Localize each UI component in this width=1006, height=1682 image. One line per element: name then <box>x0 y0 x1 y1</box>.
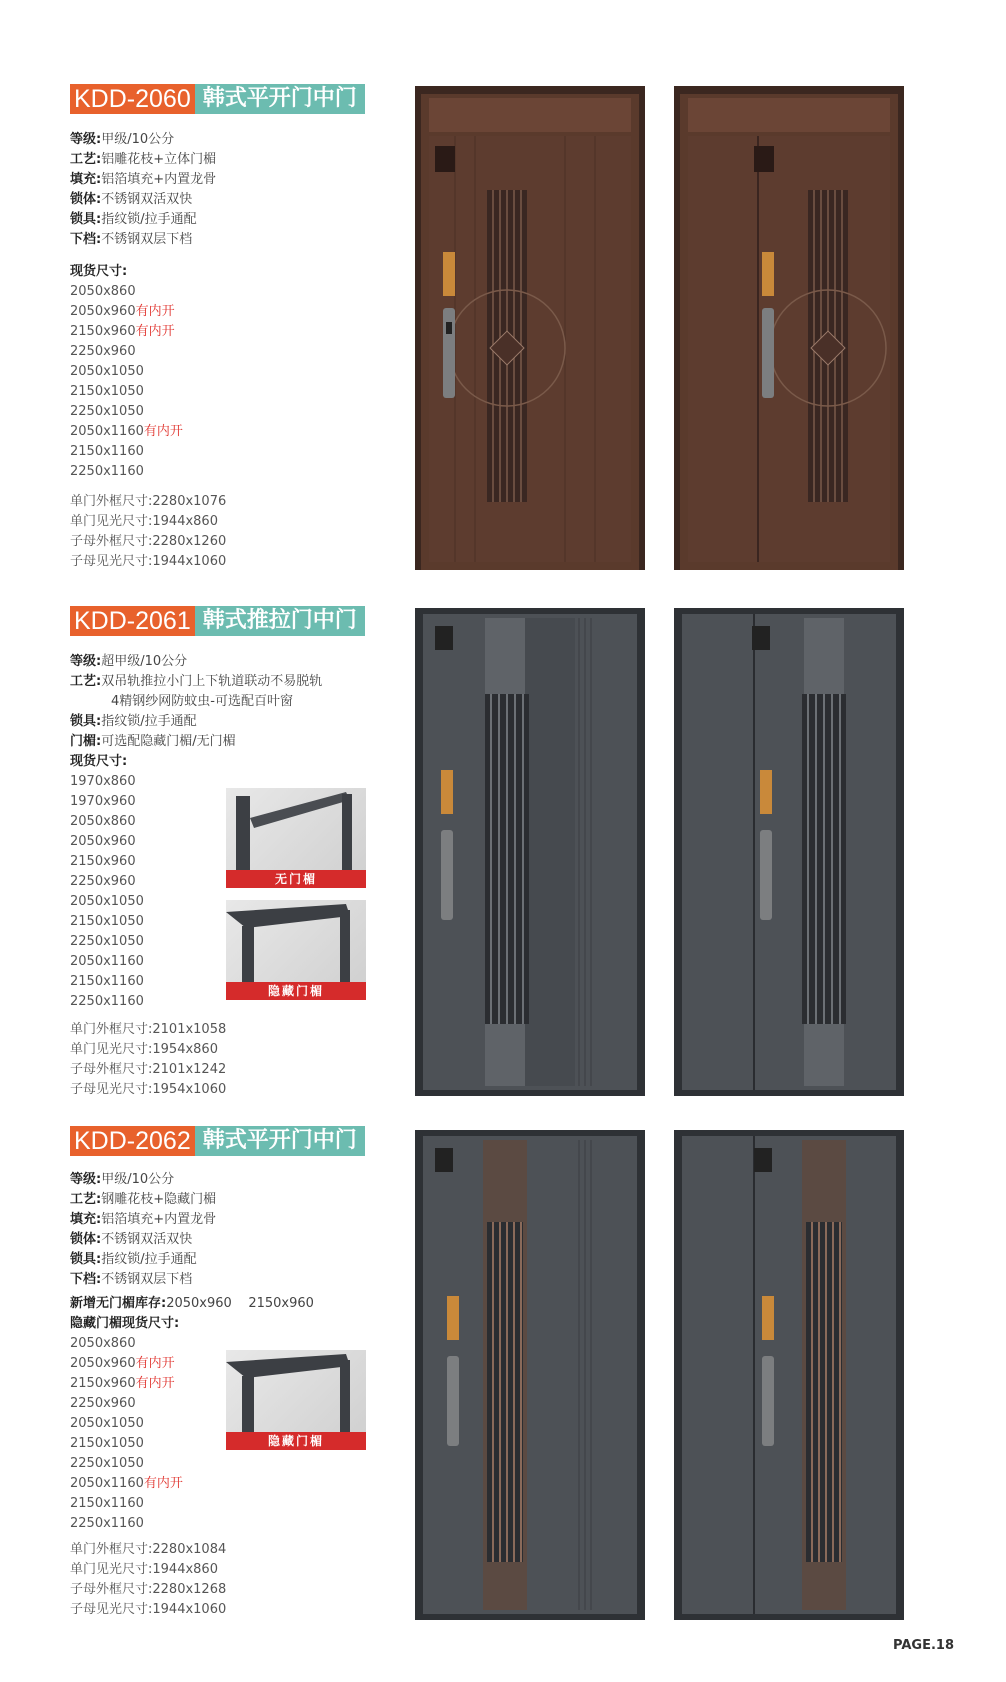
size-item: 2050x960 <box>70 834 136 849</box>
spec-row: 等级:甲级/10公分 <box>70 1172 175 1187</box>
frame-dimensions: 单门外框尺寸:2101x1058 单门见光尺寸:1954x860 子母外框尺寸:2101x1242 子母见光尺寸:1954x1060 <box>70 1022 227 1097</box>
spec-row: 锁具:指纹锁/拉手通配 <box>70 714 197 729</box>
product-code: KDD-2062 <box>70 1126 195 1156</box>
size-item: 2250x1160 <box>70 1516 144 1531</box>
size-item: 2050x960有内开 <box>70 1356 175 1371</box>
size-item: 2050x860 <box>70 284 136 299</box>
spec-row: 下档:不锈钢双层下档 <box>70 1272 193 1287</box>
spec-row: 等级:甲级/10公分 <box>70 132 175 147</box>
frame-corner-image <box>226 900 366 982</box>
spec-row: 等级:超甲级/10公分 <box>70 654 188 669</box>
size-list <box>70 752 144 1012</box>
spec-row: 工艺:钢雕花枝+隐藏门楣 <box>70 1192 217 1207</box>
spec-row: 工艺:双吊轨推拉小门上下轨道联动不易脱轨 <box>70 674 323 689</box>
inset-hidden-header <box>226 900 366 1000</box>
size-item: 1970x860 <box>70 774 136 789</box>
size-item: 2050x860 <box>70 814 136 829</box>
size-item: 2150x1050 <box>70 1436 144 1451</box>
size-list <box>70 1314 183 1534</box>
size-item: 2050x1050 <box>70 1416 144 1431</box>
spec-list <box>70 130 216 250</box>
size-header: 现货尺寸: <box>70 754 128 769</box>
size-item: 2250x960 <box>70 344 136 359</box>
product-title <box>70 1126 365 1156</box>
inset-label: 无门楣 <box>226 870 366 888</box>
door-single-image <box>415 608 645 1096</box>
spec-list <box>70 652 322 752</box>
spec-row: 锁体:不锈钢双活双快 <box>70 1232 193 1247</box>
spec-row: 门楣:可选配隐藏门楣/无门楣 <box>70 734 236 749</box>
product-title <box>70 606 365 636</box>
frame-corner-image <box>226 1350 366 1432</box>
size-item: 2150x1160 <box>70 444 144 459</box>
product-name: 韩式平开门中门 <box>195 1126 365 1156</box>
door-single-image <box>415 1130 645 1620</box>
spec-list <box>70 1170 314 1314</box>
size-item: 2250x1050 <box>70 934 144 949</box>
size-item: 2050x1050 <box>70 364 144 379</box>
size-item: 2050x1050 <box>70 894 144 909</box>
size-item: 2150x1160 <box>70 974 144 989</box>
spec-row: 锁体:不锈钢双活双快 <box>70 192 193 207</box>
size-list <box>70 262 183 482</box>
product-code: KDD-2061 <box>70 606 195 636</box>
spec-row: 填充:铝箔填充+内置龙骨 <box>70 172 217 187</box>
door-double-image <box>674 608 904 1096</box>
spec-row: 下档:不锈钢双层下档 <box>70 232 193 247</box>
product-code: KDD-2060 <box>70 84 195 114</box>
size-header: 隐藏门楣现货尺寸: <box>70 1316 180 1331</box>
door-double-image <box>674 86 904 570</box>
size-item: 2050x1160有内开 <box>70 1476 183 1491</box>
size-item: 2250x1160 <box>70 994 144 1009</box>
size-item: 2150x1050 <box>70 914 144 929</box>
frame-dimensions: 单门外框尺寸:2280x1084 单门见光尺寸:1944x860 子母外框尺寸:2280x1268 子母见光尺寸:1944x1060 <box>70 1542 227 1617</box>
spec-row: 工艺:铝雕花枝+立体门楣 <box>70 152 217 167</box>
size-header: 现货尺寸: <box>70 264 128 279</box>
size-item: 2250x960 <box>70 1396 136 1411</box>
door-double-image <box>674 1130 904 1620</box>
spec-row: 填充:铝箔填充+内置龙骨 <box>70 1212 217 1227</box>
inset-label: 隐藏门楣 <box>226 1432 366 1450</box>
product-name: 韩式平开门中门 <box>195 84 365 114</box>
spec-row: 4精钢纱网防蚊虫-可选配百叶窗 <box>111 694 293 709</box>
size-item: 2250x960 <box>70 874 136 889</box>
frame-corner-image <box>226 788 366 870</box>
size-item: 2150x960 <box>70 854 136 869</box>
inset-hidden-header <box>226 1350 366 1450</box>
product-name: 韩式推拉门中门 <box>195 606 365 636</box>
size-item: 2250x1050 <box>70 404 144 419</box>
size-item: 2050x1160 <box>70 954 144 969</box>
size-item: 2050x960有内开 <box>70 304 175 319</box>
spec-row: 锁具:指纹锁/拉手通配 <box>70 1252 197 1267</box>
size-item: 2050x860 <box>70 1336 136 1351</box>
size-item: 2250x1050 <box>70 1456 144 1471</box>
size-item: 1970x960 <box>70 794 136 809</box>
door-single-image <box>415 86 645 570</box>
size-item: 2150x1050 <box>70 384 144 399</box>
size-item: 2150x1160 <box>70 1496 144 1511</box>
frame-dimensions: 单门外框尺寸:2280x1076 单门见光尺寸:1944x860 子母外框尺寸:2280x1260 子母见光尺寸:1944x1060 <box>70 494 227 569</box>
inset-label: 隐藏门楣 <box>226 982 366 1000</box>
size-item: 2150x960有内开 <box>70 1376 175 1391</box>
inset-no-header <box>226 788 366 888</box>
new-stock-row: 新增无门楣库存:2050x960 2150x960 <box>70 1296 314 1311</box>
size-item: 2250x1160 <box>70 464 144 479</box>
product-title <box>70 84 365 114</box>
spec-row: 锁具:指纹锁/拉手通配 <box>70 212 197 227</box>
size-item: 2050x1160有内开 <box>70 424 183 439</box>
size-item: 2150x960有内开 <box>70 324 175 339</box>
page-number: PAGE.18 <box>893 1638 954 1653</box>
